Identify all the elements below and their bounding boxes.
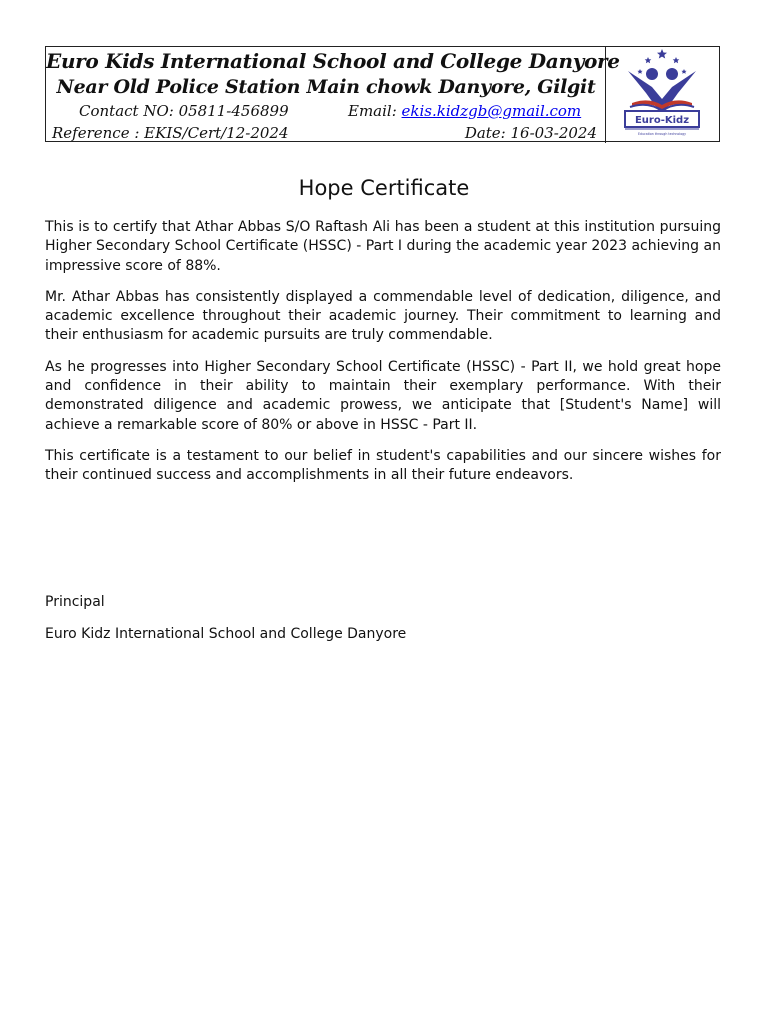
body-paragraph: As he progresses into Higher Secondary School Certificate (HSSC) - Part II, we hold great hope and confidence in their ability to maintain their exemplary performance. With their demonstrated diligence and academic prowess, we anticipate that [Student's Name] will achieve a remarkable score of 80% or above in HSSC - Part II.	[45, 358, 721, 433]
body-paragraph: This certificate is a testament to our belief in student's capabilities and our sincere wishes for their continued success and accomplishments in all their future endeavors.	[45, 447, 721, 484]
signoff-role: Principal	[45, 594, 105, 610]
body-paragraph: Mr. Athar Abbas has consistently displayed a commendable level of dedication, diligence, and academic excellence throughout their academic journey. Their commitment to learning and their enthusiasm for academic pursuits are truly commendable.	[45, 288, 721, 344]
certificate-body	[45, 218, 721, 498]
certificate-title: Hope Certificate	[298, 176, 470, 200]
contact-number: Contact NO: 05811-456899	[79, 102, 289, 120]
letterhead-text	[46, 47, 620, 143]
logo-tagline: Education through technology	[637, 132, 687, 136]
email-line	[348, 102, 581, 120]
email-link[interactable]: ekis.kidzgb@gmail.com	[401, 102, 582, 120]
logo-text: Euro-Kidz	[634, 115, 690, 126]
school-name: Euro Kids International School and College Danyore	[46, 49, 620, 73]
euro-kidz-logo-icon	[618, 49, 708, 139]
email-label: Email:	[348, 102, 402, 120]
body-paragraph: This is to certify that Athar Abbas S/O Raftash Ali has been a student at this institution pursuing Higher Secondary School Certificate (HSSC) - Part I during the academic year 2023 achieving an impressive score of 88%.	[45, 219, 721, 274]
letterhead	[45, 46, 720, 142]
certificate-date: Date: 16-03-2024	[464, 124, 597, 142]
school-address: Near Old Police Station Main chowk Danyore, Gilgit	[56, 76, 596, 98]
signoff-institution: Euro Kidz International School and College Danyore	[45, 626, 407, 642]
logo-box	[606, 47, 719, 141]
reference-number: Reference : EKIS/Cert/12-2024	[52, 124, 289, 142]
